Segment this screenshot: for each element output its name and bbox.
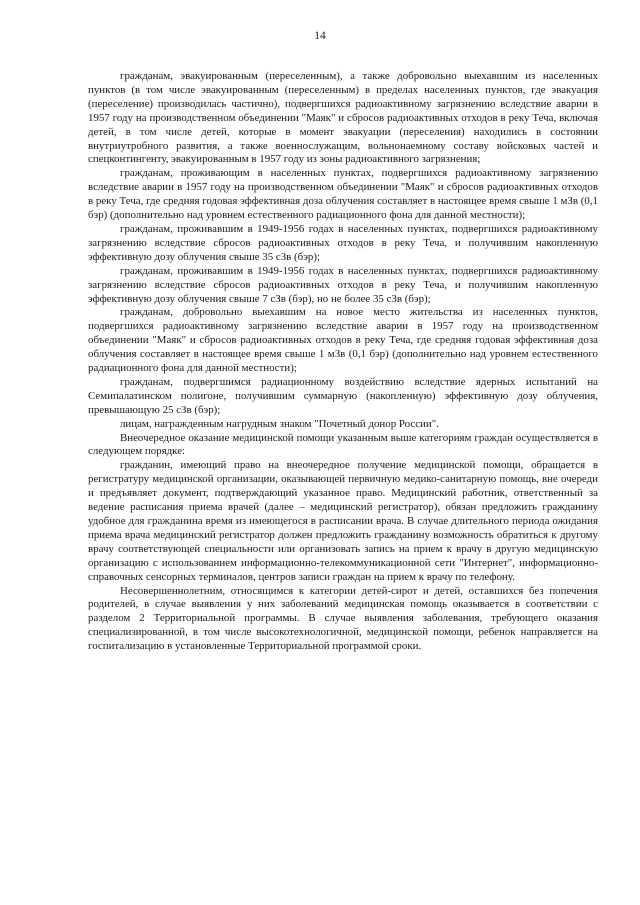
paragraph-evacuated-citizens: гражданам, эвакуированным (переселенным), а также добровольно выехавшим из населенных пунктов (в том числе эвакуированным (переселенным) в пределах населенных пунктов, где эвакуация (переселение) производилась частично), подвергшихся радиоактивному загрязнению вследствие аварии в 1957 году на производственном объединении "Маяк" и сбросов радиоактивных отходов в реку Теча, включая детей, в том числе детей, которые в момент эвакуации (переселения) находились в состоянии внутриутробного развития, а также военнослужащим, вольнонаемному составу войсковых частей и спецконтингенту, эвакуированным в 1957 году из зоны радиоактивного загрязнения; [88,70,598,166]
paragraph-voluntary-relocation: гражданам, добровольно выехавшим на новое место жительства из населенных пунктов, подвергшихся радиоактивному загрязнению вследствие аварии в 1957 году на производственном объединении "Маяк" и сбросов радиоактивных отходов в реку Теча, где средняя годовая эффективная доза облучения составляет в настоящее время свыше 1 мЗв (0,1 бэр) (дополнительно над уровнем естественного радиационного фона для данной местности); [88,306,598,375]
paragraph-residents-contaminated-areas: гражданам, проживающим в населенных пунктах, подвергшихся радиоактивному загрязнению вследствие аварии в 1957 году на производственном объединении "Маяк" и сбросов радиоактивных отходов в реку Теча, где средняя годовая эффективная доза облучения составляет в настоящее время свыше 1 мЗв (0,1 бэр) (дополнительно над уровнем естественного радиационного фона для данной местности); [88,167,598,222]
document-body [88,70,598,654]
paragraph-priority-order-intro: Внеочередное оказание медицинской помощи указанным выше категориям граждан осуществляется в следующем порядке: [88,431,598,458]
paragraph-registry-procedure: гражданин, имеющий право на внеочередное получение медицинской помощи, обращается в регистратуру медицинской организации, оказывающей первичную медико-санитарную помощь, вне очереди и предъявляет документ, подтверждающий указанное право. Медицинский работник, ответственный за ведение расписания приема врачей (далее – медицинский регистратор), обязан предложить гражданину удобное для гражданина время из имеющегося в расписании врача. В случае длительного периода ожидания приема врача медицинский регистратор должен предложить гражданину возможность обратиться к другому врачу соответствующей специальности или организовать запись на прием к врачу в другую медицинскую организацию с использованием информационно-телекоммуникационной сети "Интернет", информационно-справочных сенсорных терминалов, центров записи граждан на прием к врачу по телефону. [88,459,598,583]
paragraph-orphans: Несовершеннолетним, относящимся к категории детей-сирот и детей, оставшихся без попечения родителей, в случае выявления у них заболеваний медицинская помощь оказывается в соответствии с разделом 2 Территориальной программы. В случае выявления заболевания, требующего оказания специализированной, в том числе высокотехнологичной, медицинской помощи, ребенок направляется на госпитализацию в установленные Территориальной программой сроки. [88,584,598,653]
paragraph-residents-1949-1956-7-to-35: гражданам, проживавшим в 1949-1956 годах в населенных пунктах, подвергшихся радиоактивному загрязнению вследствие сбросов радиоактивных отходов в реку Теча, и получившим накопленную эффективную дозу облучения свыше 7 сЗв (бэр), но не более 35 сЗв (бэр); [88,264,598,305]
page-number: 14 [314,30,326,42]
paragraph-residents-1949-1956-over-35: гражданам, проживавшим в 1949-1956 годах в населенных пунктах, подвергшихся радиоактивному загрязнению вследствие сбросов радиоактивных отходов в реку Теча, и получившим накопленную эффективную дозу облучения свыше 35 сЗв (бэр); [88,222,598,263]
paragraph-honorary-donor: лицам, награжденным нагрудным знаком "Почетный донор России". [120,417,439,430]
paragraph-semipalatinsk: гражданам, подвергшимся радиационному воздействию вследствие ядерных испытаний на Семипалатинском полигоне, получившим суммарную (накопленную) эффективную дозу облучения, превышающую 25 сЗв (бэр); [88,375,598,416]
